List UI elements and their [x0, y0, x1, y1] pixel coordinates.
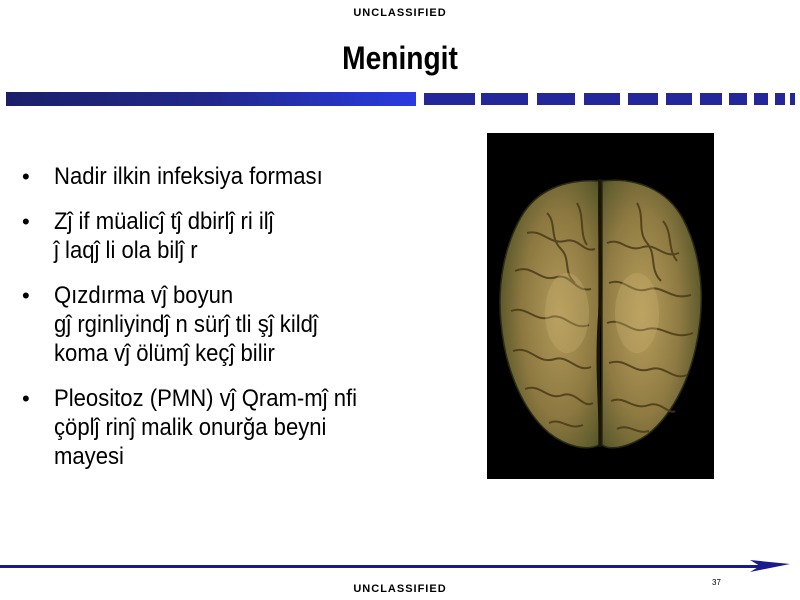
- footer-line: [0, 560, 800, 574]
- bullet-icon: •: [22, 164, 30, 189]
- page-number: 37: [712, 578, 721, 587]
- title-bar-segment: [424, 93, 475, 105]
- title-bar-segment: [790, 93, 795, 105]
- slide-title: Meningit: [342, 40, 458, 76]
- bullet-text: Nadir ilkin infeksiya forması: [54, 163, 323, 190]
- bullet-list: [22, 162, 462, 487]
- classification-footer: UNCLASSIFIED: [353, 583, 447, 595]
- bullet-item: [22, 281, 462, 368]
- bullet-icon: •: [22, 209, 30, 234]
- title-underline-bar: [0, 92, 800, 108]
- title-bar-gradient: [6, 92, 416, 106]
- title-bar-segment: [775, 93, 785, 105]
- brain-photo: [487, 133, 714, 479]
- bullet-icon: •: [22, 283, 30, 308]
- title-bar-segment: [729, 93, 747, 105]
- title-bar-segment: [666, 93, 692, 105]
- bullet-icon: •: [22, 386, 30, 411]
- title-bar-segment: [700, 93, 722, 105]
- title-bar-segment: [537, 93, 575, 105]
- bullet-item: [22, 207, 462, 265]
- bullet-item: [22, 162, 462, 191]
- brain-illustration: [487, 133, 714, 479]
- title-bar-segment: [584, 93, 620, 105]
- title-bar-segment: [628, 93, 658, 105]
- classification-header: UNCLASSIFIED: [353, 7, 447, 19]
- bullet-text: Qızdırma vĵ boyun gĵ rginliyindĵ n sürĵ tli şĵ kildĵ koma vĵ ölümĵ keçĵ bilir: [54, 282, 318, 367]
- bullet-item: [22, 384, 462, 471]
- title-bar-segment: [754, 93, 768, 105]
- title-bar-segment: [481, 93, 528, 105]
- bullet-text: Pleositoz (PMN) vĵ Qram-mĵ nfi çöplĵ rinĵ malik onurğa beyni mayesi: [54, 385, 358, 470]
- bullet-text: Zĵ if müalicĵ tĵ dbirlĵ ri ilĵ ĵ laqĵ li ola bilĵ r: [54, 208, 274, 264]
